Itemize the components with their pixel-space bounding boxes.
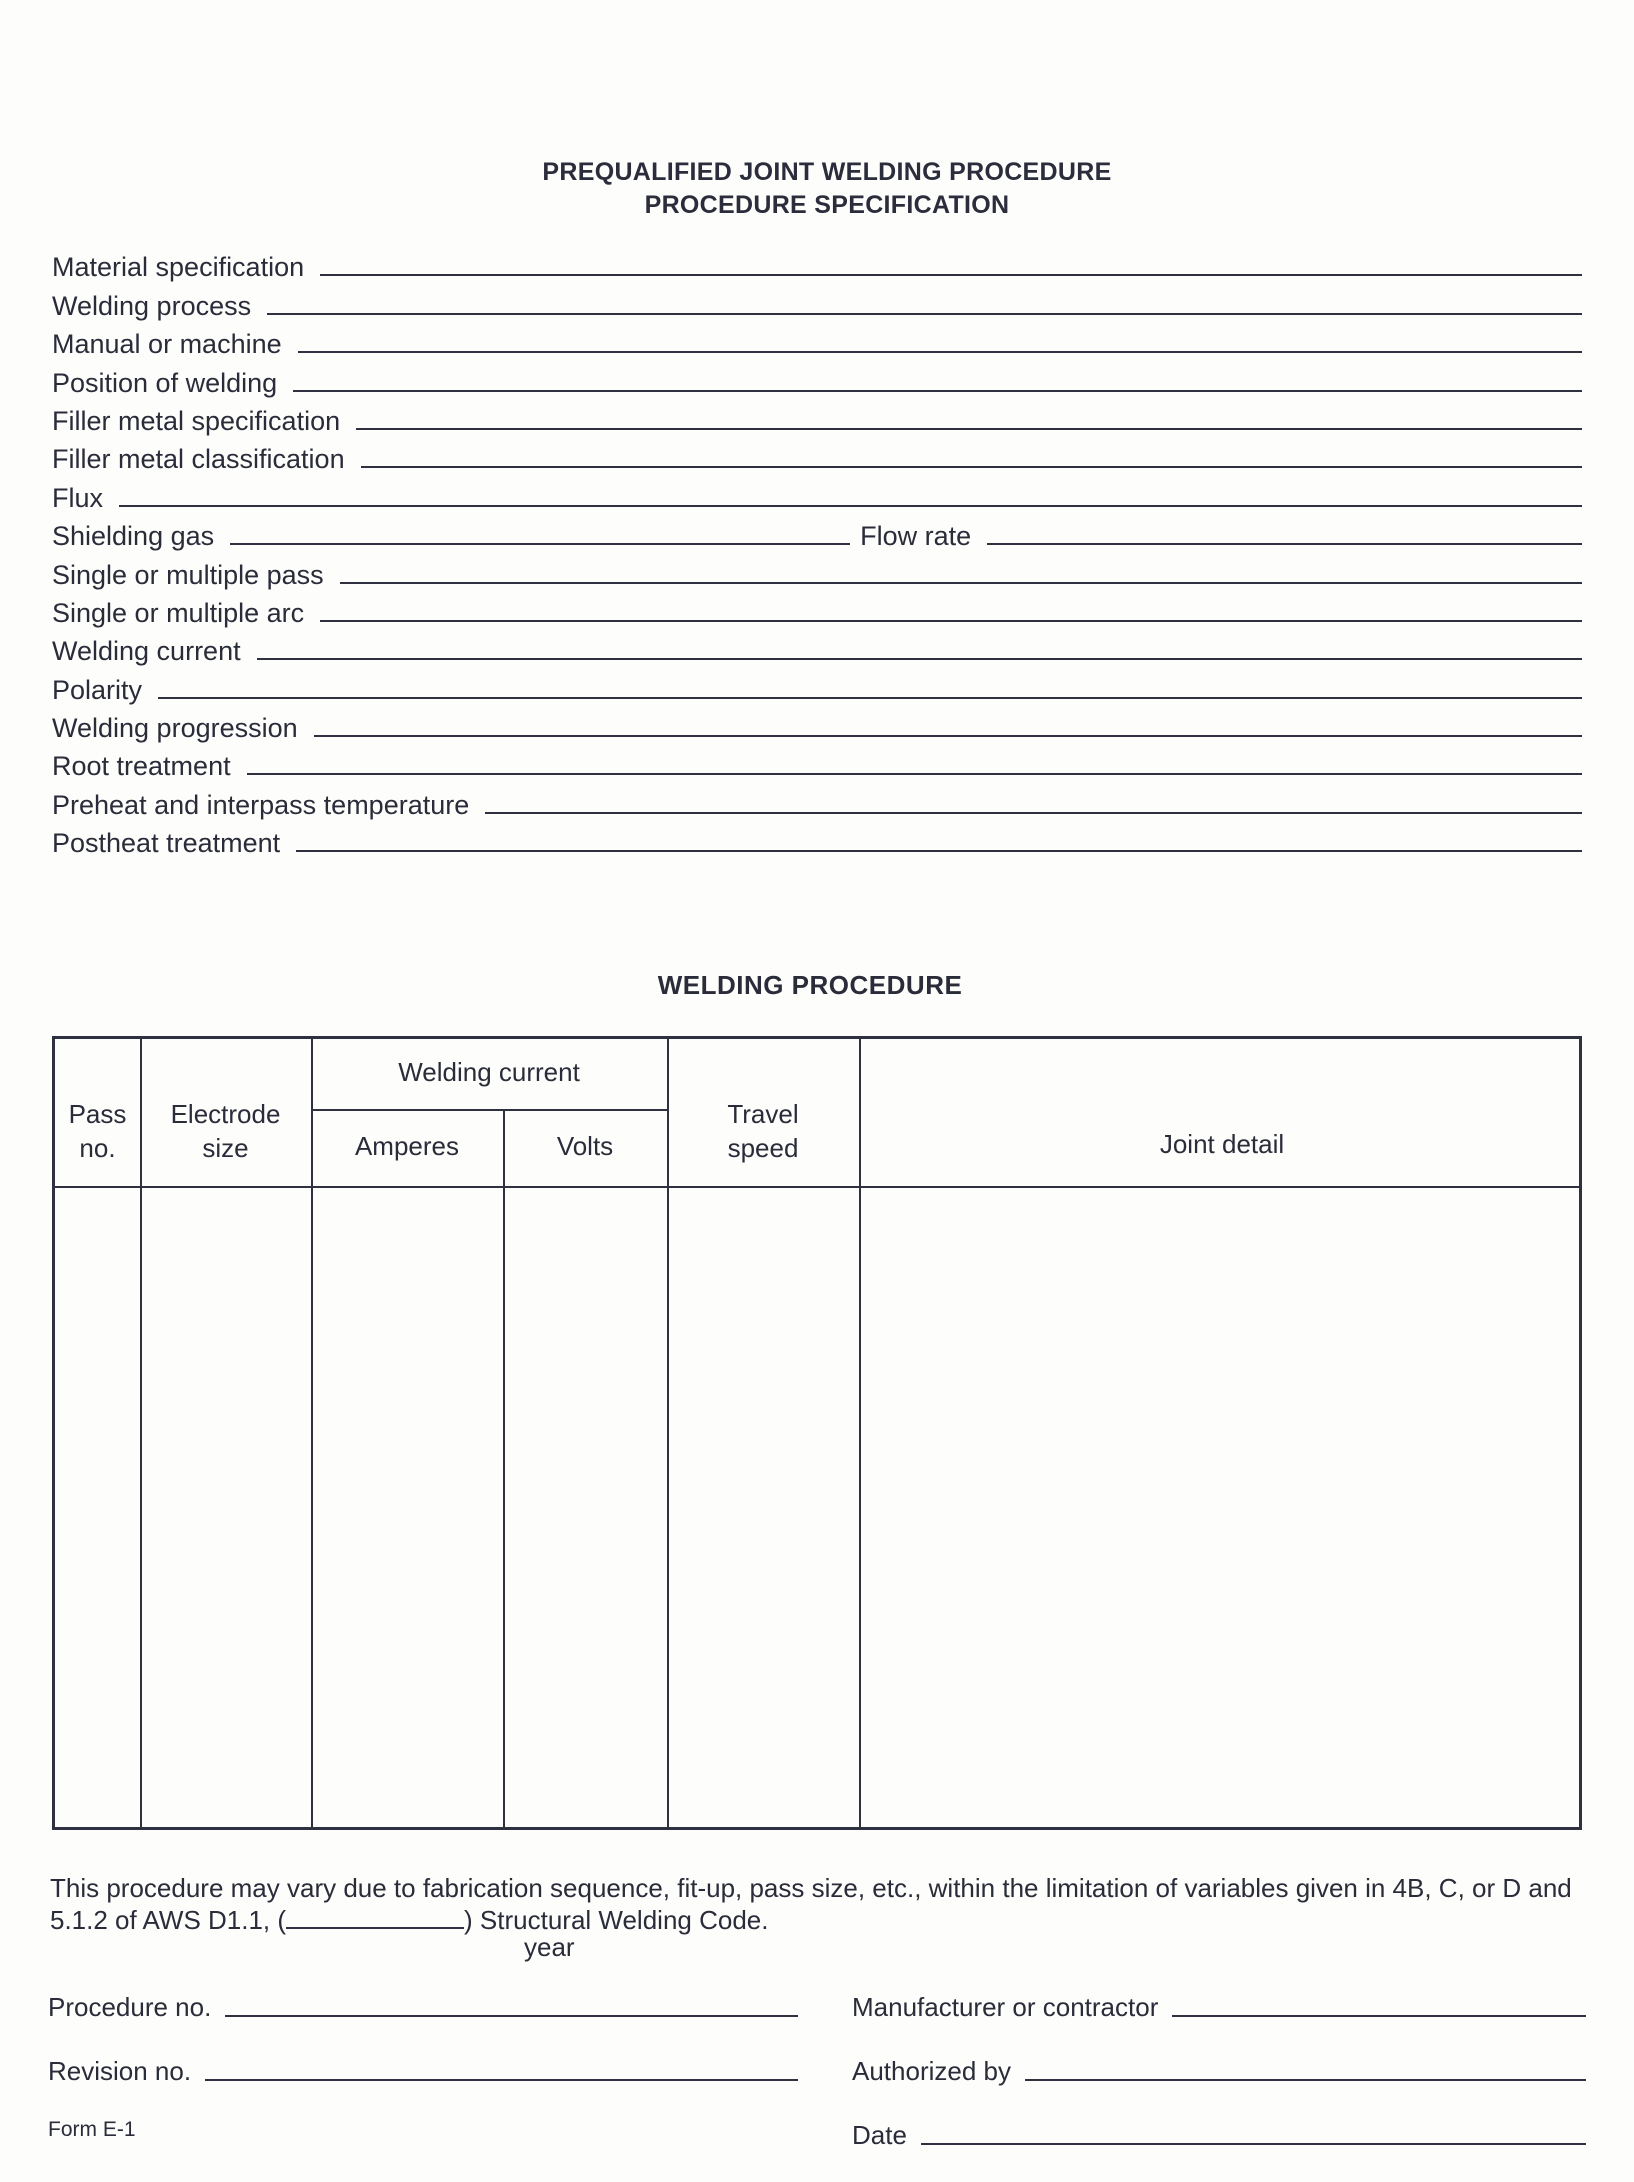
procedure-no-label: Procedure no. bbox=[48, 1992, 212, 2022]
year-blank[interactable] bbox=[286, 1907, 464, 1929]
welding-current-header: Welding current bbox=[398, 1057, 580, 1087]
filler-metal-specification-line[interactable] bbox=[356, 428, 1582, 430]
preheat-interpass-line[interactable] bbox=[485, 812, 1582, 814]
single-or-multiple-pass-line[interactable] bbox=[340, 582, 1582, 584]
pass-header-line1: Pass bbox=[68, 1099, 127, 1129]
welding-process-label: Welding process bbox=[52, 291, 252, 321]
year-label: year bbox=[524, 1932, 575, 1962]
revision-no-label: Revision no. bbox=[48, 2056, 192, 2086]
travel-header-line2: speed bbox=[727, 1133, 799, 1163]
note-text-after: ) Structural Welding Code. bbox=[464, 1905, 769, 1935]
preheat-interpass-label: Preheat and interpass temperature bbox=[52, 790, 470, 820]
welding-current-field[interactable] bbox=[52, 632, 1582, 666]
shielding-gas-line[interactable] bbox=[230, 543, 850, 545]
filler-metal-classification-label: Filler metal classification bbox=[52, 444, 345, 474]
welding-process-line[interactable] bbox=[267, 313, 1582, 315]
revision-no-field[interactable] bbox=[48, 2052, 798, 2086]
flux-field[interactable] bbox=[52, 479, 1582, 513]
filler-metal-specification-label: Filler metal specification bbox=[52, 406, 341, 436]
single-or-multiple-pass-field[interactable] bbox=[52, 556, 1582, 590]
revision-no-line[interactable] bbox=[205, 2079, 798, 2081]
single-or-multiple-pass-label: Single or multiple pass bbox=[52, 560, 324, 590]
pass-header-line2: no. bbox=[79, 1133, 116, 1163]
electrode-header-line1: Electrode bbox=[170, 1099, 281, 1129]
electrode-size-header bbox=[140, 1097, 311, 1165]
joint-detail-header: Joint detail bbox=[1159, 1129, 1285, 1159]
manual-or-machine-line[interactable] bbox=[298, 351, 1582, 353]
manufacturer-label: Manufacturer or contractor bbox=[852, 1992, 1159, 2022]
electrode-header-line2: size bbox=[202, 1133, 249, 1163]
postheat-treatment-field[interactable] bbox=[52, 824, 1582, 858]
shielding-gas-label: Shielding gas bbox=[52, 521, 215, 551]
manufacturer-line[interactable] bbox=[1172, 2015, 1586, 2017]
manufacturer-field[interactable] bbox=[852, 1988, 1586, 2022]
position-of-welding-field[interactable] bbox=[52, 364, 1582, 398]
authorized-by-field[interactable] bbox=[852, 2052, 1586, 2086]
welding-current-line[interactable] bbox=[257, 658, 1582, 660]
flow-rate-line[interactable] bbox=[987, 543, 1582, 545]
polarity-label: Polarity bbox=[52, 675, 143, 705]
flux-label: Flux bbox=[52, 483, 104, 513]
root-treatment-field[interactable] bbox=[52, 747, 1582, 781]
authorized-by-line[interactable] bbox=[1025, 2079, 1586, 2081]
date-label: Date bbox=[852, 2120, 907, 2150]
welding-procedure-table bbox=[52, 1036, 1582, 1830]
procedure-no-line[interactable] bbox=[225, 2015, 798, 2017]
welding-current-divider bbox=[311, 1109, 667, 1111]
welding-procedure-heading: WELDING PROCEDURE bbox=[657, 970, 963, 1000]
form-number: Form E-1 bbox=[48, 2118, 136, 2141]
date-field[interactable] bbox=[852, 2116, 1586, 2150]
procedure-note bbox=[50, 1872, 1610, 1936]
procedure-no-field[interactable] bbox=[48, 1988, 798, 2022]
welding-progression-label: Welding progression bbox=[52, 713, 298, 743]
flux-line[interactable] bbox=[119, 505, 1582, 507]
form-title: PREQUALIFIED JOINT WELDING PROCEDURE bbox=[542, 158, 1112, 186]
flow-rate-label: Flow rate bbox=[860, 521, 972, 551]
material-specification-line[interactable] bbox=[320, 274, 1582, 276]
volts-cell[interactable] bbox=[504, 1187, 667, 1827]
travel-speed-cell[interactable] bbox=[668, 1187, 859, 1827]
manual-or-machine-label: Manual or machine bbox=[52, 329, 282, 359]
welding-progression-field[interactable] bbox=[52, 709, 1582, 743]
pass-no-cell[interactable] bbox=[55, 1187, 140, 1827]
filler-metal-classification-field[interactable] bbox=[52, 440, 1582, 474]
material-specification-field[interactable] bbox=[52, 248, 1582, 282]
shielding-gas-field[interactable] bbox=[52, 517, 1582, 551]
root-treatment-line[interactable] bbox=[247, 773, 1582, 775]
volts-header: Volts bbox=[556, 1131, 614, 1161]
filler-metal-classification-line[interactable] bbox=[361, 466, 1582, 468]
welding-process-field[interactable] bbox=[52, 287, 1582, 321]
amperes-cell[interactable] bbox=[312, 1187, 503, 1827]
single-or-multiple-arc-line[interactable] bbox=[320, 620, 1582, 622]
position-of-welding-label: Position of welding bbox=[52, 368, 278, 398]
pass-no-header bbox=[55, 1097, 140, 1165]
polarity-line[interactable] bbox=[158, 697, 1582, 699]
postheat-treatment-line[interactable] bbox=[296, 850, 1582, 852]
single-or-multiple-arc-label: Single or multiple arc bbox=[52, 598, 305, 628]
joint-detail-cell[interactable] bbox=[860, 1187, 1579, 1827]
travel-speed-header bbox=[667, 1097, 859, 1165]
position-of-welding-line[interactable] bbox=[293, 390, 1582, 392]
single-or-multiple-arc-field[interactable] bbox=[52, 594, 1582, 628]
welding-progression-line[interactable] bbox=[314, 735, 1582, 737]
postheat-treatment-label: Postheat treatment bbox=[52, 828, 281, 858]
material-specification-label: Material specification bbox=[52, 252, 305, 282]
amperes-header: Amperes bbox=[354, 1131, 460, 1161]
filler-metal-specification-field[interactable] bbox=[52, 402, 1582, 436]
date-line[interactable] bbox=[921, 2143, 1586, 2145]
welding-current-label: Welding current bbox=[52, 636, 241, 666]
manual-or-machine-field[interactable] bbox=[52, 325, 1582, 359]
root-treatment-label: Root treatment bbox=[52, 751, 231, 781]
travel-header-line1: Travel bbox=[727, 1099, 799, 1129]
polarity-field[interactable] bbox=[52, 671, 1582, 705]
note-text-before: This procedure may vary due to fabrication sequence, fit-up, pass size, etc., within the limitation of variables given in 4B, C, or D and 5.1.2 of AWS D1.1, ( bbox=[50, 1873, 1572, 1935]
authorized-by-label: Authorized by bbox=[852, 2056, 1011, 2086]
electrode-size-cell[interactable] bbox=[141, 1187, 311, 1827]
form-subtitle: PROCEDURE SPECIFICATION bbox=[644, 191, 1010, 219]
preheat-interpass-field[interactable] bbox=[52, 786, 1582, 820]
